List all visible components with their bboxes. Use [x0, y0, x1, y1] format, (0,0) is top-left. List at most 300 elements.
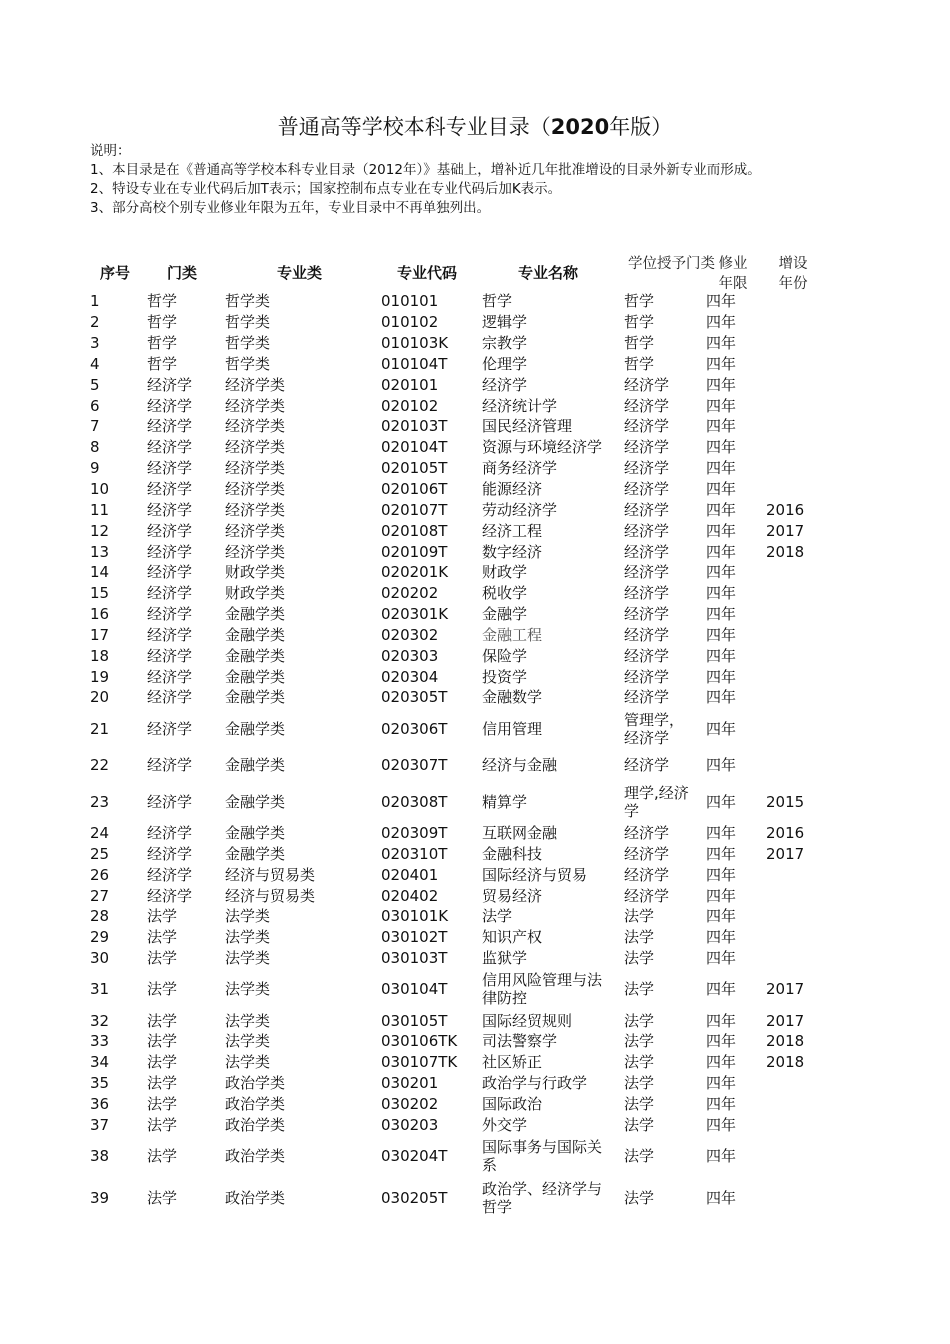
row-added	[766, 906, 816, 927]
row-class: 哲学类	[225, 313, 271, 332]
row-years: 四年	[706, 584, 737, 603]
page-title	[0, 113, 950, 141]
row-added	[766, 395, 816, 416]
row-no: 9	[90, 459, 100, 478]
row-no: 17	[90, 625, 110, 644]
row-no: 7	[90, 417, 100, 436]
row-years: 四年	[706, 646, 737, 665]
table-row	[0, 416, 950, 437]
row-added	[766, 583, 816, 604]
row-class: 法学类	[225, 1053, 271, 1072]
row-code: 010101	[381, 292, 439, 311]
row-name: 经济统计学	[482, 396, 558, 415]
row-years: 四年	[706, 823, 737, 842]
row-added	[766, 312, 816, 333]
row-code: 020108T	[381, 521, 448, 540]
row-degree: 法学	[624, 1188, 655, 1207]
row-years: 四年	[706, 688, 737, 707]
row-no: 21	[90, 719, 110, 738]
row-code: 030102T	[381, 928, 448, 947]
row-added	[766, 948, 816, 969]
table-row	[0, 687, 950, 708]
row-category: 经济学	[147, 886, 193, 905]
row-code: 020401	[381, 865, 439, 884]
table-row	[0, 948, 950, 969]
table-row	[0, 583, 950, 604]
row-category: 经济学	[147, 719, 193, 738]
row-code: 030104T	[381, 980, 448, 999]
row-name: 资源与环境经济学	[482, 438, 603, 457]
col-header-class: 专业类	[277, 264, 323, 282]
table-row	[0, 823, 950, 844]
table-header	[0, 254, 950, 296]
row-category: 法学	[147, 1115, 178, 1134]
col-header-added: 增设年份	[778, 256, 808, 292]
row-no: 15	[90, 584, 110, 603]
row-degree: 经济学	[624, 480, 670, 499]
row-degree: 法学	[624, 980, 655, 999]
row-code: 010102	[381, 313, 439, 332]
row-name: 财政学	[482, 563, 528, 582]
col-header-degree: 学位授予门类	[628, 256, 715, 272]
row-name: 外交学	[482, 1115, 528, 1134]
row-class: 经济学类	[225, 542, 286, 561]
row-years: 四年	[706, 949, 737, 968]
row-degree: 经济学	[624, 417, 670, 436]
row-added: 2018	[766, 542, 805, 561]
note-line-2: 2、特设专业在专业代码后加T表示；国家控制布点专业在专业代码后加K表示。	[90, 181, 562, 197]
row-code: 020309T	[381, 823, 448, 842]
row-name: 监狱学	[482, 949, 528, 968]
row-years: 四年	[706, 542, 737, 561]
row-years: 四年	[706, 292, 737, 311]
row-years: 四年	[706, 438, 737, 457]
row-class: 哲学类	[225, 334, 271, 353]
row-no: 19	[90, 667, 110, 686]
row-years: 四年	[706, 334, 737, 353]
row-degree: 经济学	[624, 886, 670, 905]
row-category: 哲学	[147, 292, 178, 311]
row-category: 法学	[147, 980, 178, 999]
row-added: 2017	[766, 844, 805, 863]
row-degree: 法学	[624, 1011, 655, 1030]
row-years: 四年	[706, 354, 737, 373]
row-no: 37	[90, 1115, 110, 1134]
row-category: 经济学	[147, 844, 193, 863]
row-code: 020201K	[381, 563, 449, 582]
row-years: 四年	[706, 521, 737, 540]
row-added	[766, 562, 816, 583]
row-class: 法学类	[225, 907, 271, 926]
row-name: 能源经济	[482, 480, 543, 499]
row-name: 投资学	[482, 667, 528, 686]
row-added: 2018	[766, 1032, 805, 1051]
row-class: 财政学类	[225, 563, 286, 582]
table-row	[0, 437, 950, 458]
table-row	[0, 625, 950, 646]
row-degree: 经济学	[624, 646, 670, 665]
row-added	[766, 1135, 816, 1177]
row-code: 020103T	[381, 417, 448, 436]
row-years: 四年	[706, 1094, 737, 1113]
row-degree: 法学	[624, 1074, 655, 1093]
row-code: 030101K	[381, 907, 449, 926]
row-years: 四年	[706, 480, 737, 499]
row-years: 四年	[706, 1147, 737, 1166]
row-class: 政治学类	[225, 1188, 286, 1207]
row-degree: 经济学	[624, 459, 670, 478]
row-no: 24	[90, 823, 110, 842]
row-degree: 哲学	[624, 292, 655, 311]
row-degree: 哲学	[624, 313, 655, 332]
row-degree: 经济学	[624, 521, 670, 540]
row-code: 010103K	[381, 334, 449, 353]
table-row	[0, 541, 950, 562]
row-no: 13	[90, 542, 110, 561]
table-row	[0, 499, 950, 520]
row-code: 020301K	[381, 605, 449, 624]
row-added	[766, 1073, 816, 1094]
row-degree: 理学,经济学	[624, 783, 689, 820]
row-name: 税收学	[482, 584, 528, 603]
row-code: 020307T	[381, 756, 448, 775]
row-no: 1	[90, 292, 100, 311]
row-degree: 经济学	[624, 563, 670, 582]
row-no: 33	[90, 1032, 110, 1051]
row-category: 经济学	[147, 500, 193, 519]
row-name: 金融科技	[482, 844, 543, 863]
row-years: 四年	[706, 844, 737, 863]
row-class: 金融学类	[225, 667, 286, 686]
table-row	[0, 906, 950, 927]
row-no: 39	[90, 1188, 110, 1207]
row-class: 法学类	[225, 1032, 271, 1051]
row-degree: 法学	[624, 1032, 655, 1051]
row-class: 法学类	[225, 949, 271, 968]
row-added	[766, 374, 816, 395]
row-degree: 法学	[624, 1115, 655, 1134]
row-no: 28	[90, 907, 110, 926]
row-added	[766, 1094, 816, 1115]
row-code: 030107TK	[381, 1053, 458, 1072]
row-name: 司法警察学	[482, 1032, 558, 1051]
row-category: 经济学	[147, 646, 193, 665]
table-row	[0, 864, 950, 885]
row-category: 经济学	[147, 605, 193, 624]
major-table	[0, 291, 950, 1219]
note-line-3: 3、部分高校个别专业修业年限为五年，专业目录中不再单独列出。	[90, 200, 491, 216]
row-name: 商务经济学	[482, 459, 558, 478]
row-category: 经济学	[147, 417, 193, 436]
row-class: 经济学类	[225, 375, 286, 394]
row-category: 经济学	[147, 480, 193, 499]
row-name: 数字经济	[482, 542, 543, 561]
row-class: 金融学类	[225, 605, 286, 624]
row-added	[766, 645, 816, 666]
row-class: 金融学类	[225, 719, 286, 738]
row-class: 政治学类	[225, 1115, 286, 1134]
row-class: 金融学类	[225, 792, 286, 811]
row-no: 25	[90, 844, 110, 863]
row-no: 5	[90, 375, 100, 394]
row-added	[766, 354, 816, 375]
row-code: 020306T	[381, 719, 448, 738]
row-years: 四年	[706, 928, 737, 947]
row-category: 法学	[147, 1011, 178, 1030]
row-class: 金融学类	[225, 823, 286, 842]
row-name: 国民经济管理	[482, 417, 573, 436]
row-name: 互联网金融	[482, 823, 558, 842]
row-degree: 经济学	[624, 865, 670, 884]
table-row	[0, 458, 950, 479]
table-row	[0, 291, 950, 312]
row-category: 经济学	[147, 865, 193, 884]
row-code: 020310T	[381, 844, 448, 863]
row-class: 法学类	[225, 980, 271, 999]
row-years: 四年	[706, 1011, 737, 1030]
row-years: 四年	[706, 792, 737, 811]
table-row	[0, 1052, 950, 1073]
row-degree: 哲学	[624, 354, 655, 373]
table-row	[0, 750, 950, 781]
table-row	[0, 395, 950, 416]
row-no: 14	[90, 563, 110, 582]
title-post: 年版）	[609, 115, 673, 139]
row-added: 2018	[766, 1053, 805, 1072]
row-code: 030202	[381, 1094, 439, 1113]
row-name: 宗教学	[482, 334, 528, 353]
row-added: 2016	[766, 823, 805, 842]
row-name: 法学	[482, 907, 513, 926]
row-added	[766, 437, 816, 458]
row-no: 32	[90, 1011, 110, 1030]
row-degree: 经济学	[624, 688, 670, 707]
row-code: 030204T	[381, 1147, 448, 1166]
row-years: 四年	[706, 1074, 737, 1093]
row-added	[766, 1177, 816, 1219]
row-class: 政治学类	[225, 1147, 286, 1166]
row-no: 35	[90, 1074, 110, 1093]
row-name: 保险学	[482, 646, 528, 665]
row-name: 国际事务与国际关系	[482, 1138, 603, 1175]
row-years: 四年	[706, 563, 737, 582]
row-code: 020109T	[381, 542, 448, 561]
table-row	[0, 333, 950, 354]
row-no: 4	[90, 354, 100, 373]
row-class: 哲学类	[225, 354, 271, 373]
row-class: 经济学类	[225, 396, 286, 415]
row-code: 020202	[381, 584, 439, 603]
row-years: 四年	[706, 865, 737, 884]
row-added: 2016	[766, 500, 805, 519]
row-name: 经济学	[482, 375, 528, 394]
row-degree: 法学	[624, 949, 655, 968]
row-no: 36	[90, 1094, 110, 1113]
row-name: 社区矫正	[482, 1053, 543, 1072]
col-header-name: 专业名称	[518, 264, 579, 282]
table-row	[0, 1114, 950, 1135]
row-no: 10	[90, 480, 110, 499]
row-no: 6	[90, 396, 100, 415]
row-class: 法学类	[225, 1011, 271, 1030]
row-name: 政治学与行政学	[482, 1074, 588, 1093]
row-category: 经济学	[147, 688, 193, 707]
row-class: 金融学类	[225, 646, 286, 665]
row-code: 010104T	[381, 354, 448, 373]
row-category: 法学	[147, 928, 178, 947]
table-row	[0, 1010, 950, 1031]
table-row	[0, 781, 950, 823]
row-years: 四年	[706, 667, 737, 686]
row-name: 哲学	[482, 292, 513, 311]
row-no: 29	[90, 928, 110, 947]
row-category: 法学	[147, 1094, 178, 1113]
row-code: 020402	[381, 886, 439, 905]
row-code: 020106T	[381, 480, 448, 499]
row-name: 知识产权	[482, 928, 543, 947]
row-degree: 经济学	[624, 542, 670, 561]
row-code: 020304	[381, 667, 439, 686]
row-degree: 管理学，经济学	[624, 710, 685, 747]
row-class: 经济学类	[225, 500, 286, 519]
row-added	[766, 416, 816, 437]
row-years: 四年	[706, 459, 737, 478]
row-name: 信用风险管理与法律防控	[482, 971, 603, 1008]
table-row	[0, 885, 950, 906]
row-category: 法学	[147, 1188, 178, 1207]
row-name: 经济工程	[482, 521, 543, 540]
row-class: 政治学类	[225, 1094, 286, 1113]
row-added: 2017	[766, 1011, 805, 1030]
row-added	[766, 333, 816, 354]
row-category: 经济学	[147, 584, 193, 603]
row-years: 四年	[706, 500, 737, 519]
row-degree: 经济学	[624, 500, 670, 519]
row-years: 四年	[706, 375, 737, 394]
row-category: 经济学	[147, 625, 193, 644]
row-category: 法学	[147, 1032, 178, 1051]
table-row	[0, 562, 950, 583]
row-class: 财政学类	[225, 584, 286, 603]
row-years: 四年	[706, 886, 737, 905]
row-code: 020104T	[381, 438, 448, 457]
row-degree: 经济学	[624, 625, 670, 644]
row-years: 四年	[706, 605, 737, 624]
row-category: 经济学	[147, 756, 193, 775]
row-added	[766, 708, 816, 750]
row-degree: 经济学	[624, 756, 670, 775]
row-class: 金融学类	[225, 688, 286, 707]
table-row	[0, 374, 950, 395]
col-header-no: 序号	[100, 264, 131, 282]
table-row	[0, 1094, 950, 1115]
notes	[90, 142, 820, 218]
row-category: 法学	[147, 1147, 178, 1166]
row-category: 哲学	[147, 334, 178, 353]
row-degree: 经济学	[624, 823, 670, 842]
row-code: 020107T	[381, 500, 448, 519]
row-class: 经济学类	[225, 521, 286, 540]
row-years: 四年	[706, 1053, 737, 1072]
title-year: 2020	[550, 115, 610, 139]
row-years: 四年	[706, 1115, 737, 1134]
row-years: 四年	[706, 396, 737, 415]
row-category: 哲学	[147, 354, 178, 373]
row-name: 信用管理	[482, 719, 543, 738]
title-pre: 普通高等学校本科专业目录（	[277, 115, 551, 139]
row-class: 金融学类	[225, 756, 286, 775]
row-no: 11	[90, 500, 110, 519]
row-class: 经济学类	[225, 459, 286, 478]
row-code: 030205T	[381, 1188, 448, 1207]
row-years: 四年	[706, 980, 737, 999]
row-degree: 哲学	[624, 334, 655, 353]
row-years: 四年	[706, 907, 737, 926]
row-code: 030103T	[381, 949, 448, 968]
row-degree: 经济学	[624, 667, 670, 686]
table-row	[0, 968, 950, 1010]
row-class: 金融学类	[225, 625, 286, 644]
row-code: 020102	[381, 396, 439, 415]
row-no: 34	[90, 1053, 110, 1072]
row-added	[766, 927, 816, 948]
row-no: 22	[90, 756, 110, 775]
row-code: 020302	[381, 625, 439, 644]
row-code: 030203	[381, 1115, 439, 1134]
row-no: 23	[90, 792, 110, 811]
row-category: 经济学	[147, 396, 193, 415]
table-row	[0, 666, 950, 687]
table-row	[0, 479, 950, 500]
row-category: 经济学	[147, 563, 193, 582]
row-years: 四年	[706, 1032, 737, 1051]
table-row	[0, 604, 950, 625]
row-degree: 经济学	[624, 844, 670, 863]
row-class: 法学类	[225, 928, 271, 947]
row-category: 经济学	[147, 375, 193, 394]
row-code: 020105T	[381, 459, 448, 478]
table-row	[0, 520, 950, 541]
row-category: 经济学	[147, 667, 193, 686]
row-code: 020308T	[381, 792, 448, 811]
col-header-years: 修业年限	[718, 256, 748, 292]
row-degree: 法学	[624, 928, 655, 947]
row-degree: 经济学	[624, 375, 670, 394]
row-name: 逻辑学	[482, 313, 528, 332]
row-added	[766, 604, 816, 625]
col-header-category: 门类	[167, 264, 198, 282]
table-row	[0, 312, 950, 333]
row-no: 2	[90, 313, 100, 332]
row-class: 经济学类	[225, 480, 286, 499]
table-row	[0, 645, 950, 666]
row-added	[766, 1114, 816, 1135]
row-name: 精算学	[482, 792, 528, 811]
row-name: 劳动经济学	[482, 500, 558, 519]
row-code: 020101	[381, 375, 439, 394]
row-years: 四年	[706, 313, 737, 332]
row-code: 030201	[381, 1074, 439, 1093]
row-code: 030106TK	[381, 1032, 458, 1051]
row-added: 2017	[766, 521, 805, 540]
row-added	[766, 625, 816, 646]
row-category: 法学	[147, 907, 178, 926]
row-category: 法学	[147, 1074, 178, 1093]
row-category: 经济学	[147, 792, 193, 811]
row-no: 31	[90, 980, 110, 999]
row-no: 12	[90, 521, 110, 540]
row-no: 20	[90, 688, 110, 707]
